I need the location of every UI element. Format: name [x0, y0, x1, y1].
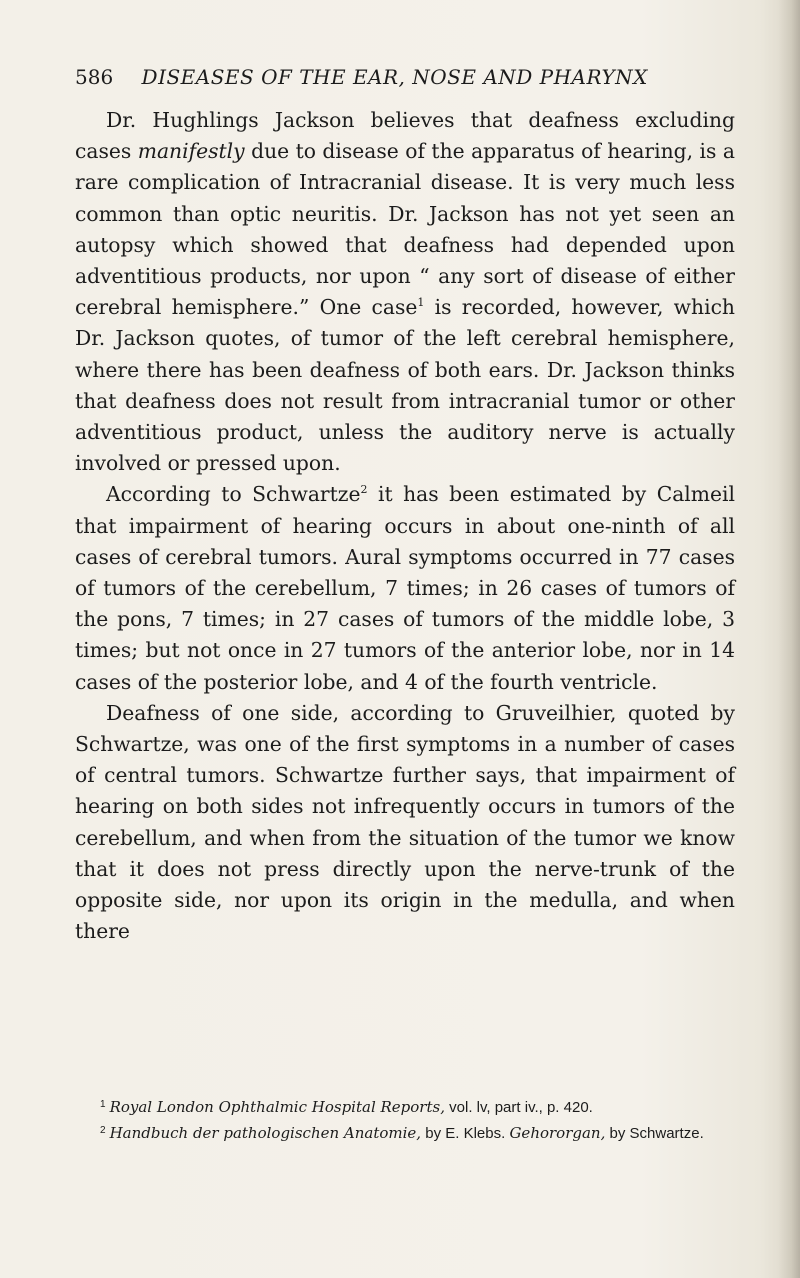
footnote-ref-1[interactable]: 1: [417, 296, 425, 310]
paragraph-2: [75, 479, 735, 697]
footnote-2: [75, 1119, 735, 1145]
p1-italic-manifestly: manifestly: [137, 139, 245, 164]
footnote-1-title: Royal London Ophthalmic Hospital Reports,: [109, 1098, 445, 1116]
footnote-1-number: 1: [100, 1099, 106, 1110]
p1-text-a: Dr. Hughlings Jackson believes that deafness excluding cases: [75, 108, 735, 164]
page-number: 586: [75, 65, 114, 89]
footnote-2-number: 2: [100, 1125, 106, 1136]
body-text: [75, 105, 735, 947]
running-header: [75, 62, 735, 92]
footnote-2-middle: by E. Klebs.: [421, 1125, 510, 1142]
p2-text-b: it has been estimated by Calmeil that impairment of hearing occurs in about one-ninth of all cases of cerebral tumors. Aural symptoms occurred in 77 cases of tumors of the cerebellum, 7 times; in 26 cases of tumors of the pons, 7 times; in 27 cases of tumors of the middle lobe, 3 times; but not once in 27 tumors of the anterior lobe, nor in 14 cases of the posterior lobe, and 4 of the fourth ventricle.: [75, 482, 735, 694]
footnote-ref-2[interactable]: 2: [360, 483, 368, 497]
p1-text-c: due to disease of the apparatus of hearing, is a rare complication of Intracranial disease. It is very much less common than optic neuritis. Dr. Jackson has not yet seen an autopsy which showed that deafness had depended upon adventitious products, nor upon “ any sort of disease of either cerebral hemisphere.” One case: [75, 139, 735, 320]
footnote-1: [75, 1093, 735, 1119]
footnote-2-rest: by Schwartze.: [605, 1125, 704, 1142]
footnote-2-title: Handbuch der pathologischen Anatomie,: [109, 1124, 422, 1142]
p1-text-d: is recorded, however, which Dr. Jackson quotes, of tumor of the left cerebral hemisphere, where there has been deafness of both ears. Dr. Jackson thinks that deafness does not result from intracranial tumor or other adventitious product, unless the auditory nerve is actually involved or pressed upon.: [75, 295, 735, 476]
p2-text-a: According to Schwartze: [106, 482, 361, 507]
paragraph-3: [75, 698, 735, 948]
footnotes: [75, 1093, 735, 1145]
p3-text: Deafness of one side, according to Gruveilhier, quoted by Schwartze, was one of the first symptoms in a number of cases of central tumors. Schwartze further says, that impairment of hearing on both sides not infrequently occurs in tumors of the cerebellum, and when from the situation of the tumor we know that it does not press directly upon the nerve-trunk of the opposite side, nor upon its origin in the medulla, and when there: [75, 700, 735, 944]
footnote-2-work: Gehororgan,: [509, 1124, 606, 1142]
footnote-1-rest: vol. lv, part iv., p. 420.: [444, 1099, 593, 1116]
paragraph-1: [75, 105, 735, 479]
running-title: DISEASES OF THE EAR, NOSE AND PHARYNX: [141, 65, 648, 89]
page-edge-shadow: [778, 0, 800, 1278]
